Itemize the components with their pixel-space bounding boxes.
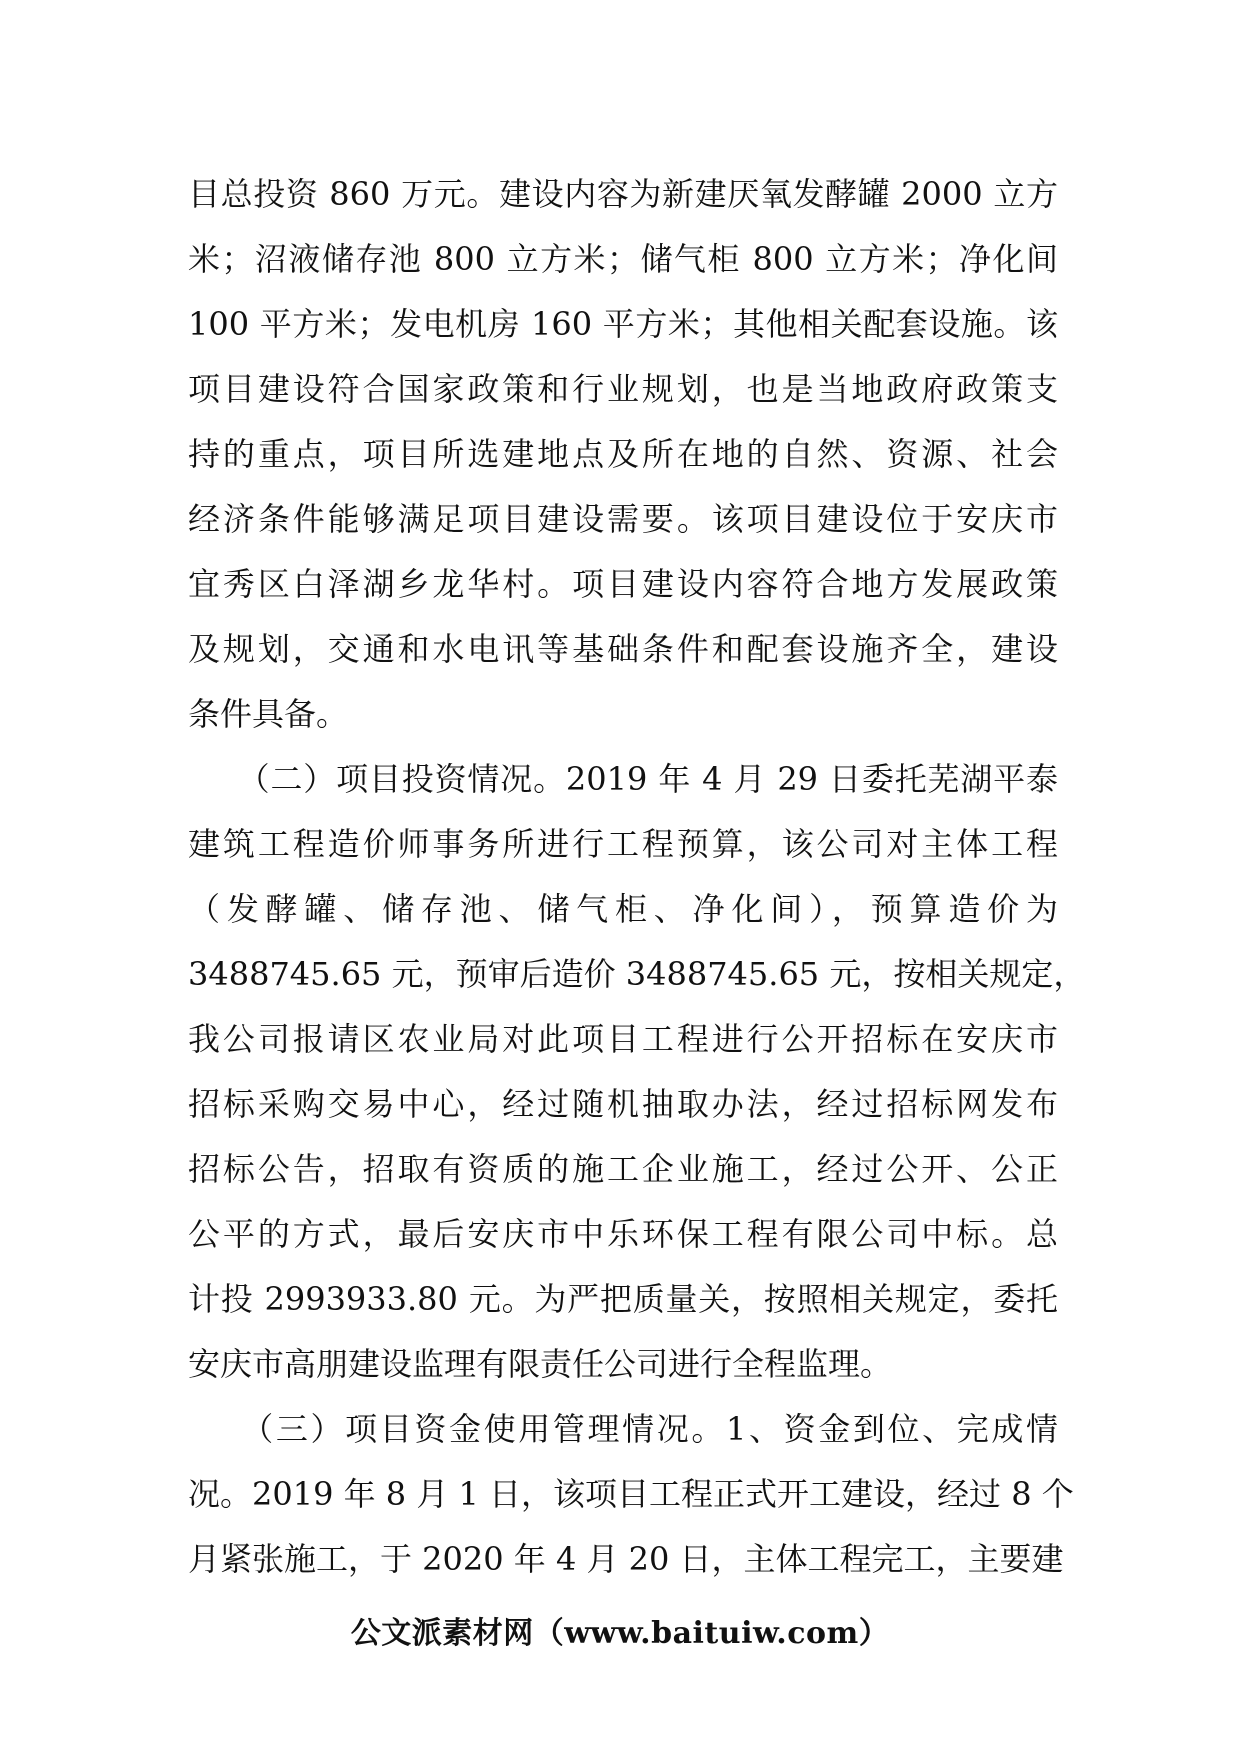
text-line: 月紧张施工，于 2020 年 4 月 20 日，主体工程完工，主要建	[188, 1540, 1064, 1578]
text-line: 安庆市高朋建设监理有限责任公司进行全程监理。	[188, 1345, 893, 1383]
text-line: 米；沼液储存池 800 立方米；储气柜 800 立方米；净化间	[188, 240, 1058, 278]
text-line: 经济条件能够满足项目建设需要。该项目建设位于安庆市	[188, 500, 1058, 538]
text-line: 我公司报请区农业局对此项目工程进行公开招标在安庆市	[188, 1020, 1058, 1058]
text-line: 条件具备。	[188, 695, 349, 733]
footer-watermark: 公文派素材网（www.baituiw.com）	[350, 1616, 890, 1651]
document-body	[188, 162, 1086, 1592]
text-line: 目总投资 860 万元。建设内容为新建厌氧发酵罐 2000 立方	[188, 175, 1058, 213]
text-line: 计投 2993933.80 元。为严把质量关，按照相关规定，委托	[188, 1280, 1058, 1318]
text-line: 项目建设符合国家政策和行业规划，也是当地政府政策支	[188, 370, 1058, 408]
text-line: 建筑工程造价师事务所进行工程预算，该公司对主体工程	[188, 825, 1058, 863]
text-line: （发酵罐、储存池、储气柜、净化间），预算造价为	[188, 890, 1058, 928]
text-line: 况。2019 年 8 月 1 日，该项目工程正式开工建设，经过 8 个	[188, 1475, 1074, 1513]
text-line: （三）项目资金使用管理情况。1、资金到位、完成情	[188, 1410, 1058, 1448]
text-line: 3488745.65 元，预审后造价 3488745.65 元，按相关规定，	[188, 955, 1086, 993]
text-line: （二）项目投资情况。2019 年 4 月 29 日委托芜湖平泰	[188, 760, 1058, 798]
text-line: 及规划，交通和水电讯等基础条件和配套设施齐全，建设	[188, 630, 1058, 668]
text-line: 公平的方式，最后安庆市中乐环保工程有限公司中标。总	[188, 1215, 1058, 1253]
text-line: 宜秀区白泽湖乡龙华村。项目建设内容符合地方发展政策	[188, 565, 1058, 603]
text-line: 招标公告，招取有资质的施工企业施工，经过公开、公正	[188, 1150, 1058, 1188]
text-line: 招标采购交易中心，经过随机抽取办法，经过招标网发布	[188, 1085, 1058, 1123]
text-line: 持的重点，项目所选建地点及所在地的自然、资源、社会	[188, 435, 1058, 473]
text-line: 100 平方米；发电机房 160 平方米；其他相关配套设施。该	[188, 305, 1058, 343]
